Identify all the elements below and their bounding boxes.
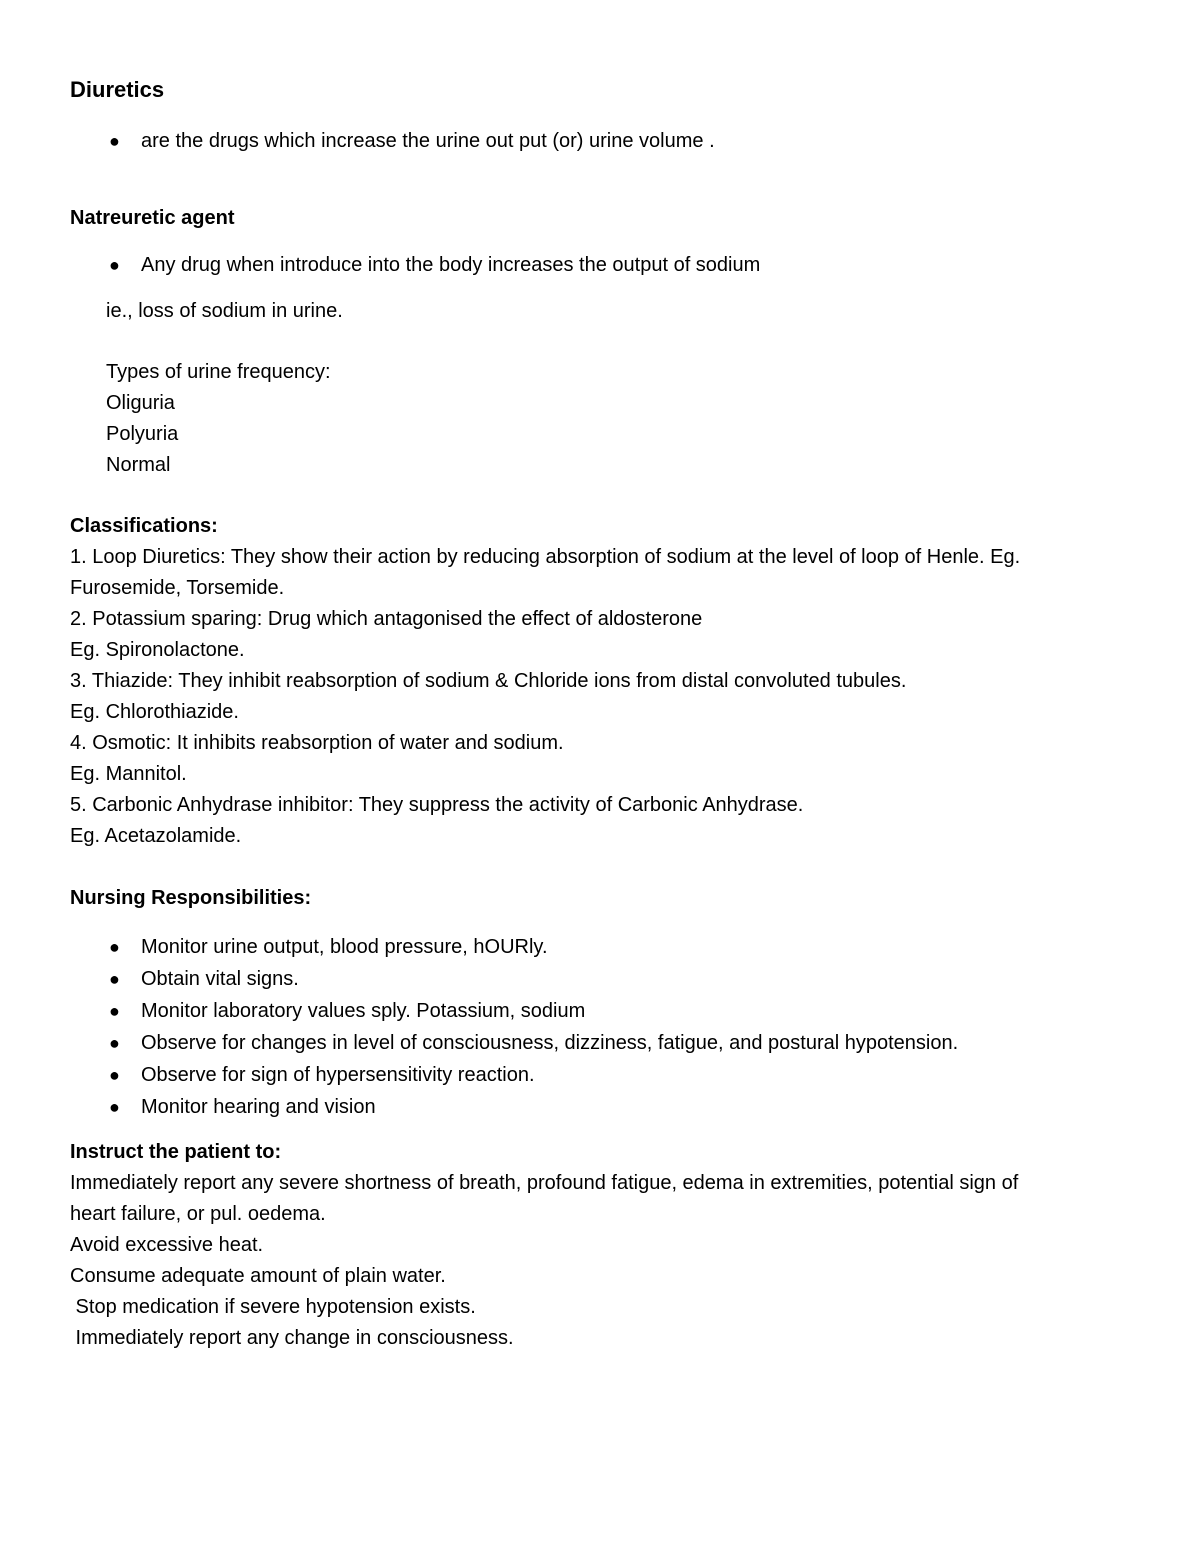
classification-line: 1. Loop Diuretics: They show their action by reducing absorption of sodium at the level of loop of Henle. Eg. (70, 546, 1021, 568)
type-normal: Normal (106, 454, 171, 476)
nursing-list (70, 931, 1130, 1123)
bullet-text: Obtain vital signs. (141, 968, 299, 990)
bullet-icon: ● (109, 131, 120, 151)
instruct-line: Avoid excessive heat. (70, 1234, 264, 1256)
classification-line: 2. Potassium sparing: Drug which antagonised the effect of aldosterone (70, 608, 703, 630)
bullet-icon: ● (109, 1033, 120, 1053)
bullet-text: Observe for changes in level of consciousness, dizziness, fatigue, and postural hypotension. (141, 1032, 959, 1054)
type-polyuria: Polyuria (106, 423, 179, 445)
instruct-line: Stop medication if severe hypotension exists. (70, 1296, 476, 1318)
list-item (70, 995, 1130, 1027)
classification-line: Eg. Spironolactone. (70, 639, 245, 661)
classification-line: Furosemide, Torsemide. (70, 577, 285, 599)
classification-line: Eg. Mannitol. (70, 763, 187, 785)
instruct-list (70, 1168, 1130, 1354)
definition-list (70, 126, 1130, 157)
bullet-icon: ● (109, 969, 120, 989)
bullet-icon: ● (109, 1097, 120, 1117)
list-item (70, 1091, 1130, 1123)
instruct-heading: Instruct the patient to: (70, 1141, 282, 1163)
bullet-text: Monitor hearing and vision (141, 1096, 376, 1118)
list-item (70, 1059, 1130, 1091)
bullet-text: Observe for sign of hypersensitivity reaction. (141, 1064, 535, 1086)
natreuretic-note: ie., loss of sodium in urine. (106, 300, 343, 322)
bullet-icon: ● (109, 1065, 120, 1085)
list-item (70, 250, 1130, 281)
classifications-heading: Classifications: (70, 515, 218, 537)
list-item (70, 963, 1130, 995)
classification-line: 4. Osmotic: It inhibits reabsorption of water and sodium. (70, 732, 564, 754)
list-item (70, 931, 1130, 963)
bullet-text: Monitor laboratory values sply. Potassium, sodium (141, 1000, 586, 1022)
bullet-text: are the drugs which increase the urine out put (or) urine volume . (141, 130, 715, 152)
instruct-line: Immediately report any change in consciousness. (70, 1327, 514, 1349)
document-title: Diuretics (70, 77, 165, 102)
classification-line: Eg. Acetazolamide. (70, 825, 242, 847)
classifications-list (70, 542, 1130, 852)
types-label: Types of urine frequency: (106, 361, 331, 383)
classification-line: Eg. Chlorothiazide. (70, 701, 239, 723)
natreuretic-heading: Natreuretic agent (70, 207, 235, 229)
type-oliguria: Oliguria (106, 392, 175, 414)
instruct-line: Consume adequate amount of plain water. (70, 1265, 446, 1287)
bullet-icon: ● (109, 1001, 120, 1021)
classification-line: 3. Thiazide: They inhibit reabsorption of sodium & Chloride ions from distal convoluted tubules. (70, 670, 907, 692)
instruct-line: Immediately report any severe shortness of breath, profound fatigue, edema in extremities, potential sign of (70, 1172, 1019, 1194)
instruct-line: heart failure, or pul. oedema. (70, 1203, 326, 1225)
natreuretic-list (70, 250, 1130, 281)
bullet-icon: ● (109, 937, 120, 957)
bullet-text: Any drug when introduce into the body increases the output of sodium (141, 254, 761, 276)
classification-line: 5. Carbonic Anhydrase inhibitor: They suppress the activity of Carbonic Anhydrase. (70, 794, 804, 816)
nursing-heading: Nursing Responsibilities: (70, 887, 312, 909)
list-item (70, 1027, 1130, 1059)
bullet-icon: ● (109, 255, 120, 275)
list-item (70, 126, 1130, 157)
bullet-text: Monitor urine output, blood pressure, hOURly. (141, 936, 548, 958)
document-page (70, 72, 1130, 1354)
